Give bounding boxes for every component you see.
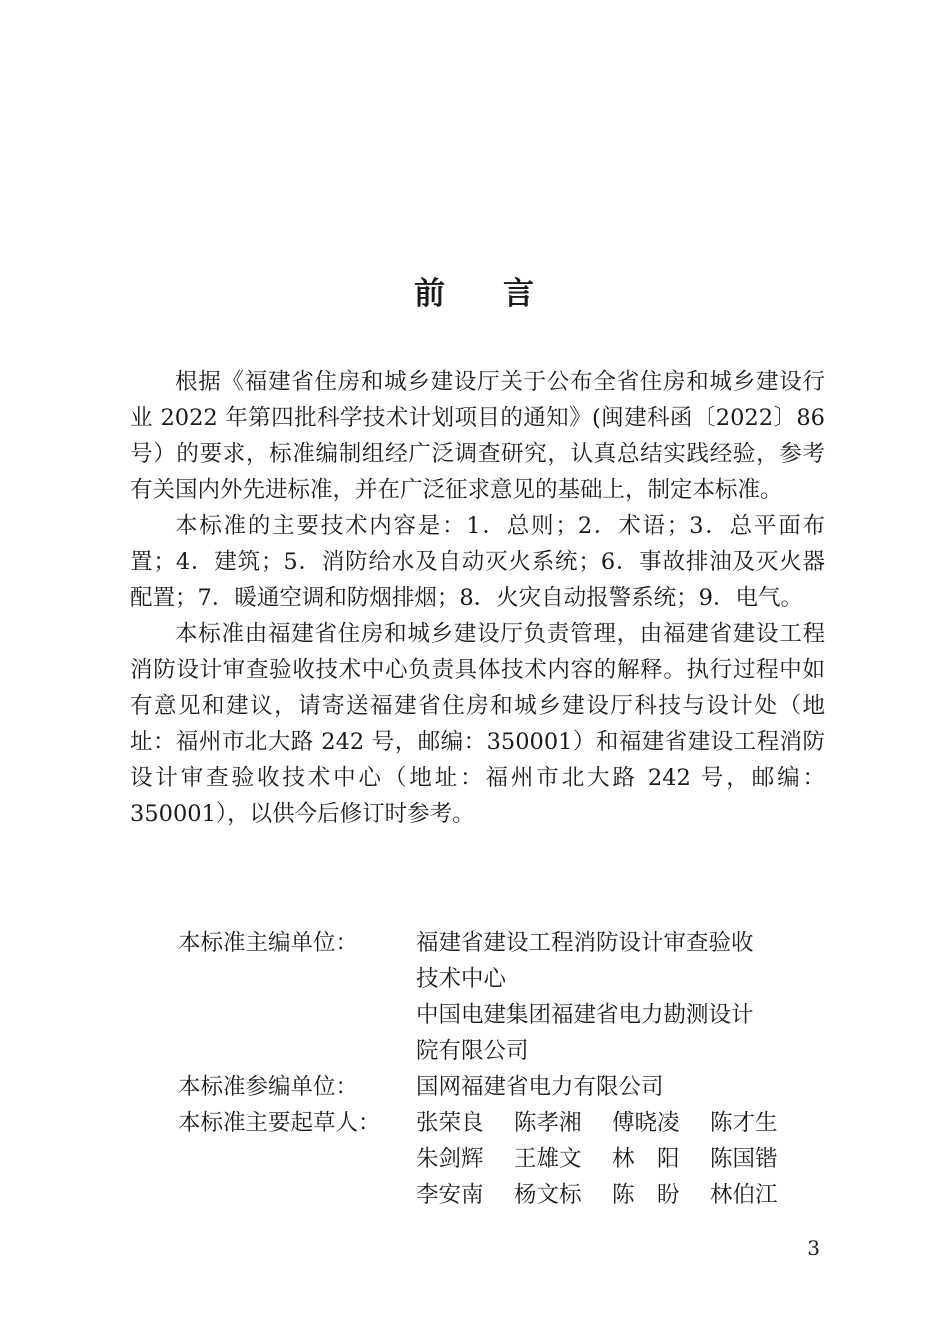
drafter-name: 林 阳 xyxy=(612,1146,680,1172)
drafter-name: 朱剑辉 xyxy=(416,1146,484,1172)
participating-units-label: 本标准参编单位： xyxy=(178,1074,359,1100)
chief-units-list xyxy=(416,925,796,1069)
participating-units-row xyxy=(178,1069,796,1105)
paragraph-management: 本标准由福建省住房和城乡建设厅负责管理，由福建省建设工程消防设计审查验收技术中心负责具体技术内容的解释。执行过程中如有意见和建议，请寄送福建省住房和城乡建设厅科技与设计处（地址：福州市北大路 242 号，邮编：350001）和福建省建设工程消防设计审查验收技术中心（地址：福州市北大路 242 号，邮编：350001），以供今后修订时参考。 xyxy=(130,621,825,827)
title-char-1: 前 xyxy=(414,276,447,312)
drafters-list xyxy=(416,1105,796,1213)
page-number: 3 xyxy=(807,1236,820,1260)
drafter-name: 王雄文 xyxy=(514,1146,582,1172)
chief-unit-line: 中国电建集团福建省电力勘测设计 xyxy=(416,1002,754,1028)
drafter-name: 杨文标 xyxy=(514,1182,582,1208)
chief-unit-line: 福建省建设工程消防设计审查验收 xyxy=(416,930,754,956)
preface-body xyxy=(130,364,825,832)
drafter-name: 陈国锴 xyxy=(710,1146,778,1172)
credits-block xyxy=(178,925,796,1213)
drafter-name: 张荣良 xyxy=(416,1110,484,1136)
chief-units-label: 本标准主编单位： xyxy=(178,930,359,956)
drafter-name: 陈 盼 xyxy=(612,1182,680,1208)
participating-unit: 国网福建省电力有限公司 xyxy=(416,1074,664,1100)
title-char-2: 言 xyxy=(503,276,536,312)
page-title xyxy=(0,268,950,313)
drafter-name: 林伯江 xyxy=(710,1182,778,1208)
chief-unit-line: 技术中心 xyxy=(416,966,507,992)
drafter-name: 李安南 xyxy=(416,1182,484,1208)
drafter-name: 陈才生 xyxy=(710,1110,778,1136)
drafter-name: 陈孝湘 xyxy=(514,1110,582,1136)
paragraph-contents: 本标准的主要技术内容是：1．总则；2．术语；3．总平面布置；4．建筑；5．消防给水及自动灭火系统；6．事故排油及灭火器配置；7．暖通空调和防烟排烟；8．火灾自动报警系统；9．电气。 xyxy=(130,513,825,611)
drafter-name: 傅晓凌 xyxy=(612,1110,680,1136)
drafters-row xyxy=(178,1105,796,1213)
chief-units-row xyxy=(178,925,796,1069)
paragraph-basis: 根据《福建省住房和城乡建设厅关于公布全省住房和城乡建设行业 2022 年第四批科学技术计划项目的通知》(闽建科函〔2022〕86 号）的要求，标准编制组经广泛调查研究，认真总结实践经验，参考有关国内外先进标准，并在广泛征求意见的基础上，制定本标准。 xyxy=(130,369,825,503)
chief-unit-line: 院有限公司 xyxy=(416,1038,529,1064)
drafters-label: 本标准主要起草人： xyxy=(178,1110,381,1136)
